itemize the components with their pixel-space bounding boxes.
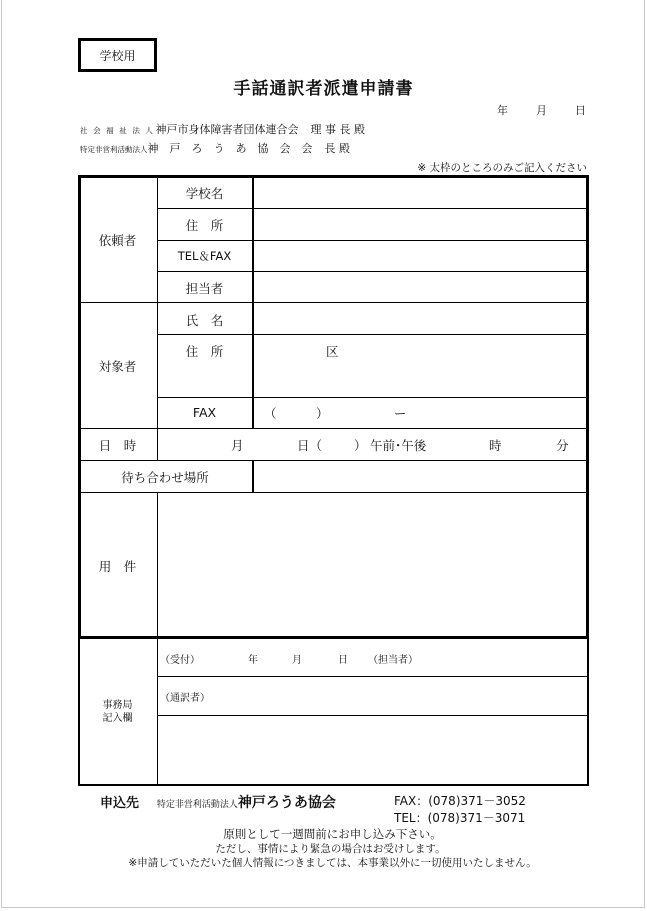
requester-school-name-field[interactable] bbox=[254, 178, 586, 208]
office-received-year: 年 bbox=[248, 655, 258, 666]
office-label bbox=[78, 699, 157, 725]
subject-fax-field[interactable] bbox=[254, 398, 586, 428]
addressee-1-org: 神戸市身体障害者団体連合会 bbox=[155, 123, 299, 136]
datetime-hour: 時 bbox=[489, 438, 502, 453]
requester-school-name-label: 学校名 bbox=[185, 186, 224, 201]
school-use-label: 学校用 bbox=[99, 48, 136, 63]
footer-note-1: 原則として一週間前にお申し込み下さい。 bbox=[223, 827, 442, 841]
application-date bbox=[497, 102, 586, 118]
subject-fax-dash: ー bbox=[394, 406, 407, 421]
office-label-line2: 記入欄 bbox=[102, 713, 133, 724]
meeting-place-field[interactable] bbox=[254, 461, 586, 492]
meeting-place-label: 待ち合わせ場所 bbox=[121, 470, 209, 485]
office-notes-field[interactable] bbox=[158, 716, 587, 784]
addressee-2-org: 神 戸 ろ う あ 協 会 会 bbox=[147, 142, 313, 155]
apply-to-fax: FAX：(078)371－3052 bbox=[394, 794, 526, 808]
form-title: 手話通訳者派遣申請書 bbox=[233, 79, 414, 99]
datetime-day-close: ） bbox=[354, 438, 367, 453]
office-received-month: 月 bbox=[292, 655, 302, 666]
requester-address-label: 住 所 bbox=[185, 218, 224, 233]
addressee-1 bbox=[80, 121, 365, 137]
apply-to-label: 申込先 bbox=[100, 796, 140, 811]
apply-to-tel: TEL：(078)371－3071 bbox=[394, 811, 526, 825]
subject-fax-paren-open: （ bbox=[264, 406, 277, 421]
table-border-right bbox=[586, 175, 589, 639]
datetime-am-pm: 午前･午後 bbox=[370, 438, 427, 453]
addressee-2-corp-type: 特定非営利活動法人 bbox=[80, 145, 148, 154]
requester-tel-fax-label: TEL＆FAX bbox=[177, 249, 232, 263]
date-year-label: 年 bbox=[497, 104, 508, 117]
office-border-bottom bbox=[78, 784, 589, 786]
purpose-field[interactable] bbox=[158, 493, 586, 636]
subject-address-label: 住 所 bbox=[185, 344, 224, 359]
datetime-day-open: 日（ bbox=[297, 438, 323, 453]
footer-note-2: ただし、事情により緊急の場合はお受けします。 bbox=[215, 843, 446, 855]
addressee-2 bbox=[80, 140, 350, 156]
office-received-row[interactable] bbox=[158, 639, 587, 676]
office-interpreter-label: （通訳者） bbox=[160, 693, 210, 704]
apply-to-org-type: 特定非営利活動法人 bbox=[156, 800, 238, 810]
purpose-label: 用 件 bbox=[98, 559, 137, 574]
subject-fax-label: FAX bbox=[192, 405, 217, 420]
date-month-label: 月 bbox=[536, 104, 547, 117]
footer-privacy-note: ※申請していただいた個人情報につきましては、本事業以外に一切使用いたしません。 bbox=[128, 857, 537, 869]
datetime-month: 月 bbox=[231, 438, 244, 453]
requester-tel-fax-field[interactable] bbox=[254, 241, 586, 271]
office-border-right bbox=[587, 638, 589, 786]
subject-group-label: 対象者 bbox=[98, 359, 137, 374]
requester-address-field[interactable] bbox=[254, 209, 586, 240]
addressee-1-title: 理 事 長 殿 bbox=[310, 123, 366, 136]
requester-contact-person-label: 担当者 bbox=[185, 281, 224, 296]
subject-address-ward: 区 bbox=[326, 344, 339, 359]
subject-fax-paren-close: ） bbox=[316, 406, 329, 421]
apply-to-line bbox=[100, 792, 336, 812]
date-day-label: 日 bbox=[575, 104, 586, 117]
office-interpreter-row[interactable] bbox=[158, 677, 587, 715]
subject-address-field[interactable] bbox=[254, 335, 586, 397]
office-label-line1: 事務局 bbox=[102, 700, 133, 711]
datetime-field[interactable] bbox=[158, 429, 586, 460]
addressee-2-title: 長 殿 bbox=[324, 142, 350, 155]
subject-name-field[interactable] bbox=[254, 303, 586, 334]
datetime-label: 日 時 bbox=[98, 438, 137, 453]
school-use-badge bbox=[78, 38, 157, 72]
apply-to-org-name: 神戸ろうあ協会 bbox=[237, 795, 336, 811]
fill-in-note: ※ 太枠のところのみご記入ください bbox=[417, 162, 587, 174]
requester-contact-person-field[interactable] bbox=[254, 272, 586, 302]
office-staff-label: （担当者） bbox=[368, 655, 418, 666]
subject-name-label: 氏 名 bbox=[185, 313, 224, 328]
addressee-1-corp-type: 社 会 福 祉 法 人 bbox=[80, 126, 155, 135]
office-received-label: （受付） bbox=[160, 655, 200, 666]
requester-group-label: 依頼者 bbox=[98, 233, 137, 248]
office-received-day: 日 bbox=[338, 655, 348, 666]
datetime-minute: 分 bbox=[556, 438, 569, 453]
